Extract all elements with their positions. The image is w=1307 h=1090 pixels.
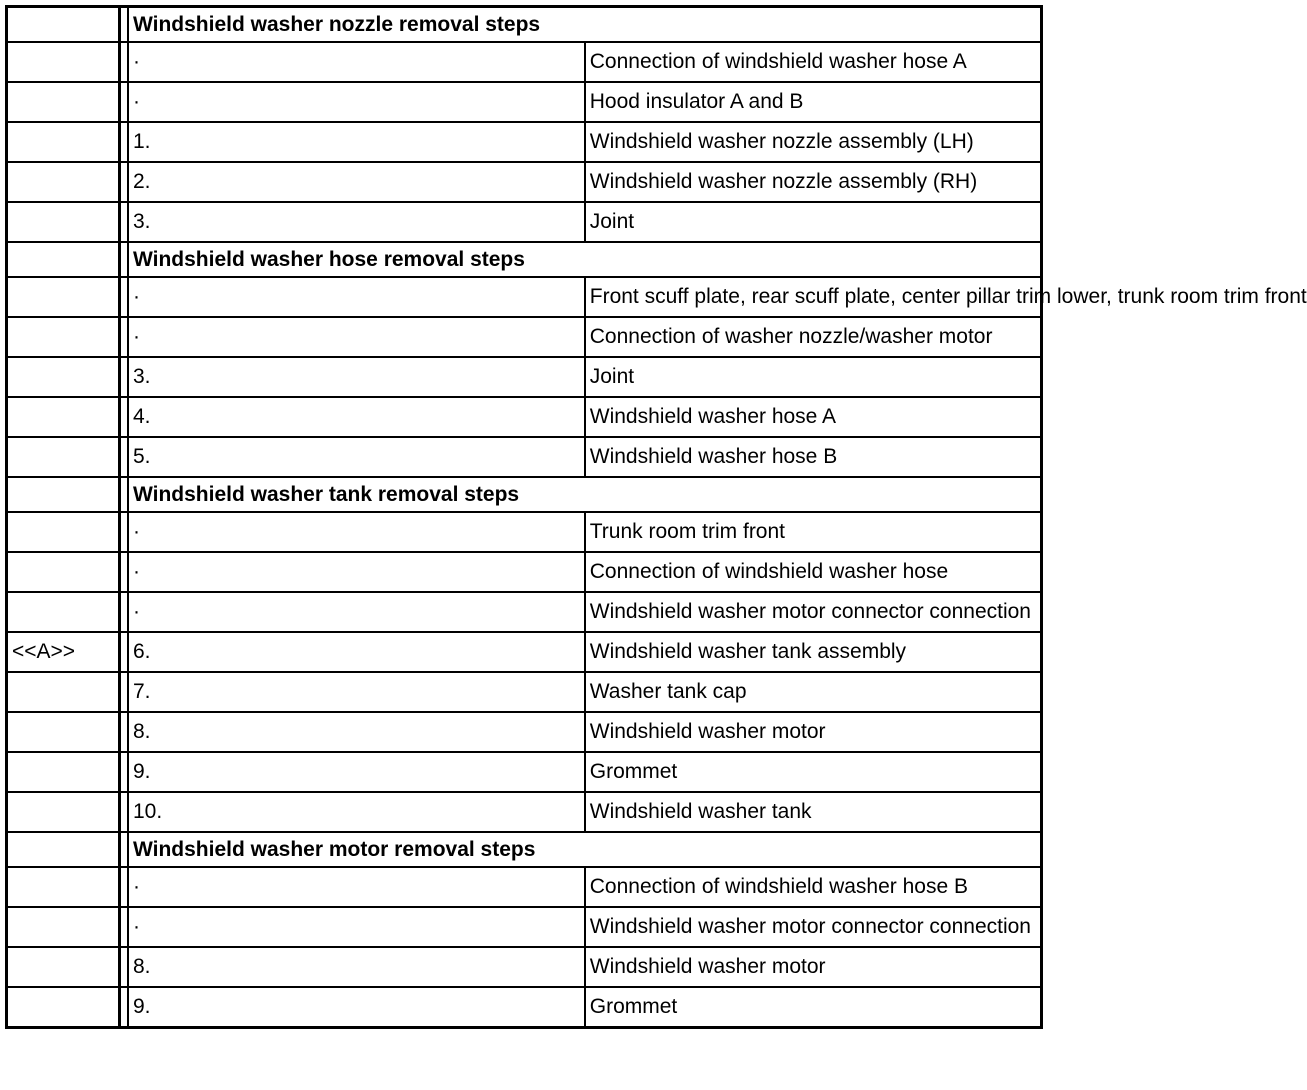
- spacer-cell: [120, 947, 129, 987]
- step-row: [7, 82, 1042, 122]
- ref-cell: [7, 7, 120, 43]
- step-number: 9.: [128, 987, 585, 1028]
- spacer-cell: [120, 242, 129, 277]
- ref-cell: [7, 792, 120, 832]
- spacer-cell: [120, 632, 129, 672]
- ref-cell: [7, 672, 120, 712]
- step-text: Windshield washer motor: [585, 947, 1042, 987]
- spacer-cell: [120, 122, 129, 162]
- step-number: ·: [128, 907, 585, 947]
- step-text: Washer tank cap: [585, 672, 1042, 712]
- spacer-cell: [120, 712, 129, 752]
- ref-cell: [7, 317, 120, 357]
- step-row: [7, 162, 1042, 202]
- step-row: [7, 397, 1042, 437]
- step-row: [7, 122, 1042, 162]
- section-title: Windshield washer tank removal steps: [128, 477, 1042, 512]
- step-row: [7, 867, 1042, 907]
- section-title: Windshield washer motor removal steps: [128, 832, 1042, 867]
- spacer-cell: [120, 592, 129, 632]
- step-text: Windshield washer motor: [585, 712, 1042, 752]
- spacer-cell: [120, 477, 129, 512]
- ref-cell: [7, 202, 120, 242]
- step-row: [7, 552, 1042, 592]
- step-text: Grommet: [585, 752, 1042, 792]
- spacer-cell: [120, 357, 129, 397]
- spacer-cell: [120, 437, 129, 477]
- step-number: 3.: [128, 357, 585, 397]
- spacer-cell: [120, 867, 129, 907]
- ref-cell: [7, 947, 120, 987]
- spacer-cell: [120, 162, 129, 202]
- ref-cell: [7, 122, 120, 162]
- step-text: Trunk room trim front: [585, 512, 1042, 552]
- spacer-cell: [120, 7, 129, 43]
- step-text: Connection of windshield washer hose B: [585, 867, 1042, 907]
- step-row: [7, 317, 1042, 357]
- spacer-cell: [120, 42, 129, 82]
- step-row: [7, 437, 1042, 477]
- step-row: [7, 592, 1042, 632]
- step-row: [7, 672, 1042, 712]
- step-number: 8.: [128, 947, 585, 987]
- ref-cell: [7, 357, 120, 397]
- ref-cell: [7, 42, 120, 82]
- ref-cell: [7, 277, 120, 317]
- ref-cell: [7, 712, 120, 752]
- section-header: [7, 832, 1042, 867]
- section-header: [7, 7, 1042, 43]
- step-text: Joint: [585, 202, 1042, 242]
- step-text: Grommet: [585, 987, 1042, 1028]
- step-number: ·: [128, 317, 585, 357]
- step-number: 10.: [128, 792, 585, 832]
- step-row: [7, 792, 1042, 832]
- step-number: ·: [128, 82, 585, 122]
- step-text: Connection of windshield washer hose A: [585, 42, 1042, 82]
- step-number: 9.: [128, 752, 585, 792]
- step-text: Windshield washer nozzle assembly (LH): [585, 122, 1042, 162]
- section-header: [7, 477, 1042, 512]
- step-text: Front scuff plate, rear scuff plate, center pillar trim lower, trunk room trim front: [585, 277, 1042, 317]
- step-row: [7, 512, 1042, 552]
- step-text: Joint: [585, 357, 1042, 397]
- ref-cell: [7, 832, 120, 867]
- ref-cell: [7, 477, 120, 512]
- step-text: Hood insulator A and B: [585, 82, 1042, 122]
- spacer-cell: [120, 317, 129, 357]
- step-text: Windshield washer motor connector connection: [585, 907, 1042, 947]
- step-text: Windshield washer tank assembly: [585, 632, 1042, 672]
- step-row: [7, 907, 1042, 947]
- ref-cell: [7, 907, 120, 947]
- ref-cell: [7, 752, 120, 792]
- spacer-cell: [120, 832, 129, 867]
- step-number: ·: [128, 592, 585, 632]
- ref-cell: [7, 592, 120, 632]
- step-text: Connection of windshield washer hose: [585, 552, 1042, 592]
- step-number: ·: [128, 512, 585, 552]
- step-row: [7, 277, 1042, 317]
- step-number: ·: [128, 867, 585, 907]
- step-row: [7, 632, 1042, 672]
- section-title: Windshield washer hose removal steps: [128, 242, 1042, 277]
- section-title: Windshield washer nozzle removal steps: [128, 7, 1042, 43]
- step-text: Windshield washer motor connector connection: [585, 592, 1042, 632]
- step-text: Windshield washer nozzle assembly (RH): [585, 162, 1042, 202]
- step-number: 5.: [128, 437, 585, 477]
- ref-cell: [7, 987, 120, 1028]
- step-number: 2.: [128, 162, 585, 202]
- step-number: ·: [128, 552, 585, 592]
- spacer-cell: [120, 397, 129, 437]
- step-number: 7.: [128, 672, 585, 712]
- step-text: Connection of washer nozzle/washer motor: [585, 317, 1042, 357]
- step-text: Windshield washer hose B: [585, 437, 1042, 477]
- step-row: [7, 987, 1042, 1028]
- step-number: 8.: [128, 712, 585, 752]
- step-number: ·: [128, 277, 585, 317]
- ref-cell: [7, 437, 120, 477]
- step-row: [7, 752, 1042, 792]
- spacer-cell: [120, 792, 129, 832]
- ref-cell: [7, 512, 120, 552]
- spacer-cell: [120, 987, 129, 1028]
- step-text: Windshield washer hose A: [585, 397, 1042, 437]
- section-header: [7, 242, 1042, 277]
- ref-cell: <<A>>: [7, 632, 120, 672]
- step-text: Windshield washer tank: [585, 792, 1042, 832]
- step-number: 3.: [128, 202, 585, 242]
- ref-cell: [7, 397, 120, 437]
- ref-cell: [7, 867, 120, 907]
- removal-steps-table: [5, 5, 1307, 1029]
- step-row: [7, 712, 1042, 752]
- spacer-cell: [120, 752, 129, 792]
- step-row: [7, 947, 1042, 987]
- spacer-cell: [120, 907, 129, 947]
- spacer-cell: [120, 672, 129, 712]
- ref-cell: [7, 162, 120, 202]
- ref-cell: [7, 552, 120, 592]
- step-row: [7, 42, 1042, 82]
- ref-cell: [7, 242, 120, 277]
- spacer-cell: [120, 512, 129, 552]
- spacer-cell: [120, 277, 129, 317]
- step-number: 6.: [128, 632, 585, 672]
- spacer-cell: [120, 202, 129, 242]
- step-number: 4.: [128, 397, 585, 437]
- step-number: ·: [128, 42, 585, 82]
- spacer-cell: [120, 82, 129, 122]
- ref-cell: [7, 82, 120, 122]
- step-row: [7, 202, 1042, 242]
- step-number: 1.: [128, 122, 585, 162]
- spacer-cell: [120, 552, 129, 592]
- step-row: [7, 357, 1042, 397]
